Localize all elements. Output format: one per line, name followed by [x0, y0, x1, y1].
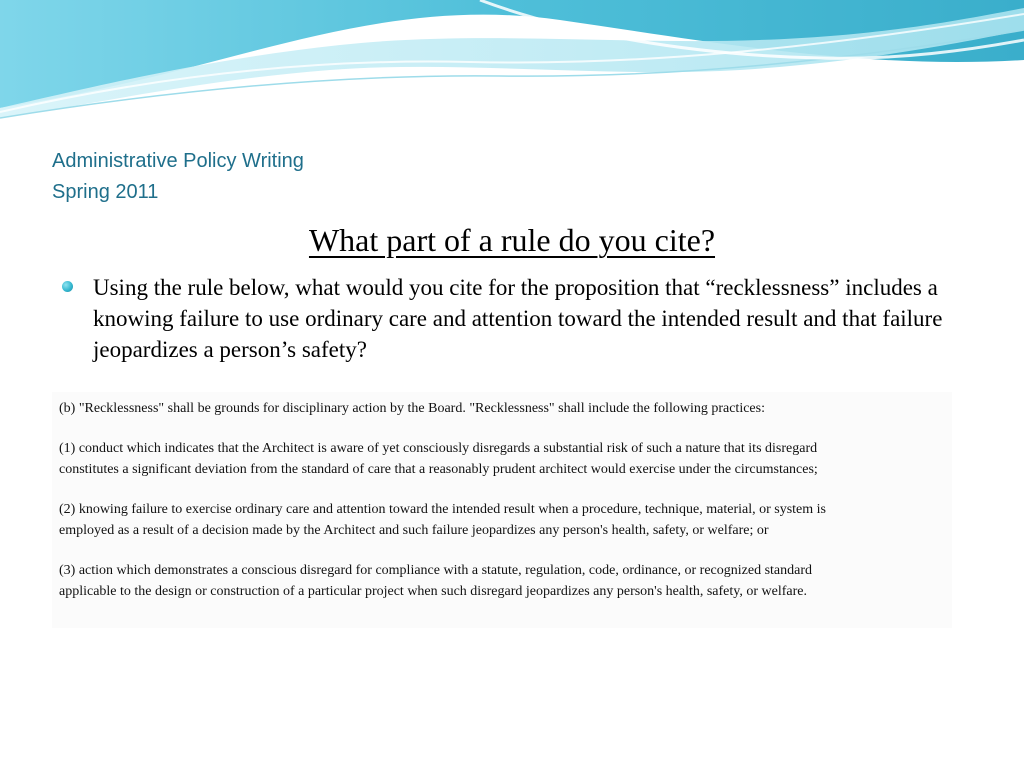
- course-name: Administrative Policy Writing: [52, 150, 304, 172]
- rule-item-1-line-2: constitutes a significant deviation from the standard of care that a reasonably prudent architect would exercise under the circumstances;: [59, 462, 818, 477]
- rule-item-1-line-1: (1) conduct which indicates that the Architect is aware of yet consciously disregards a substantial risk of such a nature that its disregard: [59, 441, 818, 456]
- rule-item-3-line-2: applicable to the design or construction of a particular project when such disregard jeopardizes any person's health, safety, or welfare.: [59, 584, 808, 599]
- rule-item-3-line-1: (3) action which demonstrates a conscious disregard for compliance with a statute, regulation, code, ordinance, or recognized standard: [59, 563, 813, 578]
- header-wave-decoration: [0, 0, 1024, 130]
- rule-item-2-line-2: employed as a result of a decision made by the Architect and such failure jeopardizes any person's health, safety, or welfare; or: [59, 523, 769, 538]
- bullet-icon: [62, 281, 73, 292]
- course-term: Spring 2011: [52, 181, 159, 203]
- course-header: [52, 146, 304, 208]
- rule-item-2-line-1: (2) knowing failure to exercise ordinary care and attention toward the intended result when a procedure, technique, material, or system is: [59, 502, 826, 517]
- bullet-text: Using the rule below, what would you cite for the proposition that “recklessness” includes a knowing failure to use ordinary care and attention toward the intended result and that failure jeopardizes a person’s safety?: [93, 275, 943, 362]
- slide-title-text: What part of a rule do you cite?: [308, 222, 716, 258]
- slide-title: [0, 222, 1024, 259]
- rule-excerpt-image: [52, 392, 952, 628]
- rule-intro: (b) "Recklessness" shall be grounds for disciplinary action by the Board. "Recklessness" shall include the following practices:: [59, 401, 765, 416]
